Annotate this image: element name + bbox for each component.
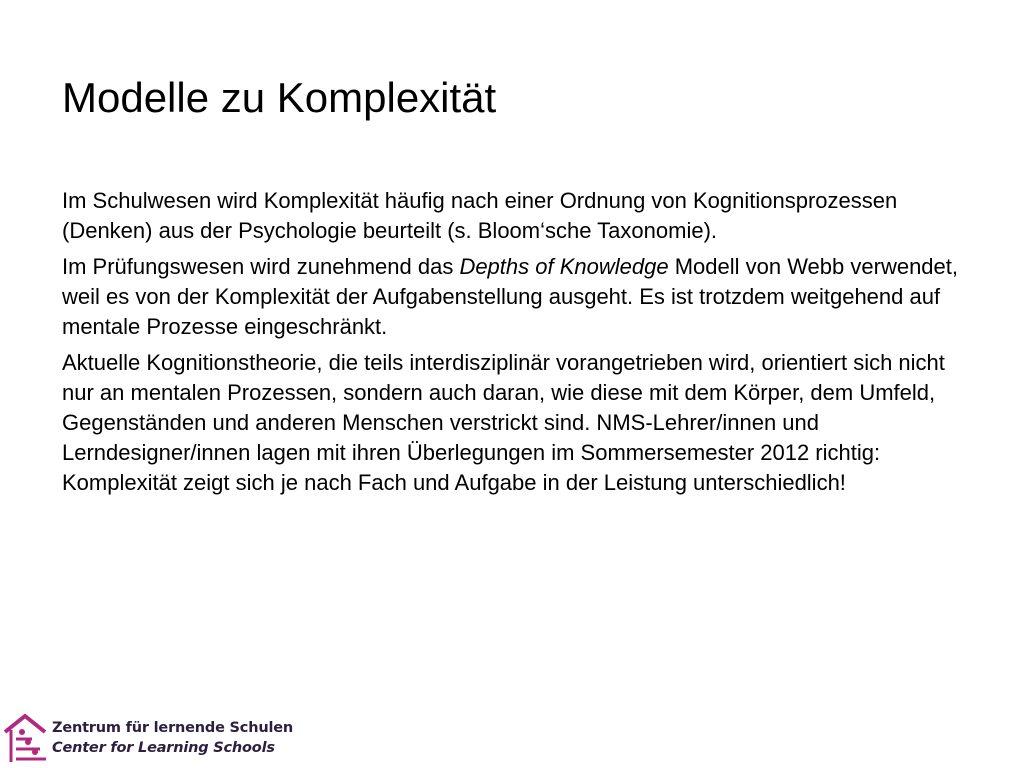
depths-of-knowledge-term: Depths of Knowledge xyxy=(459,254,669,279)
paragraph-cognition-theory: Aktuelle Kognitionstheorie, die teils interdisziplinär vorangetrieben wird, orientiert sich nicht nur an mentalen Prozessen, sondern auch daran, wie diese mit dem Körper, dem Umfeld, Gegenständen und anderen Menschen verstrickt sind. NMS-Lehrer/innen und Lerndesigner/innen lagen mit ihren Überlegungen im Sommersemester 2012 richtig: Komplexität zeigt sich je nach Fach und Aufgabe in der Leistung unterschiedlich! xyxy=(62,350,945,495)
paragraph-webb-start: Im Prüfungswesen wird zunehmend das xyxy=(62,254,460,279)
logo xyxy=(2,712,293,764)
house-people-icon xyxy=(2,712,48,764)
slide-body xyxy=(62,186,972,504)
logo-line-en: Center for Learning Schools xyxy=(52,740,275,756)
slide-title: Modelle zu Komplexität xyxy=(62,74,497,121)
paragraph-bloom: Im Schulwesen wird Komplexität häufig nach einer Ordnung von Kognitionsprozessen (Denken) aus der Psychologie beurteilt (s. Bloom‘sche Taxonomie). xyxy=(62,188,898,243)
logo-line-de: Zentrum für lernende Schulen xyxy=(52,720,293,736)
paragraph-webb xyxy=(62,252,972,342)
logo-text xyxy=(52,718,293,758)
paragraph-webb-end: Modell von Webb verwendet, weil es von der Komplexität der Aufgabenstellung ausgeht. Es ist trotzdem weitgehend auf mentale Prozesse eingeschränkt. xyxy=(62,254,958,339)
